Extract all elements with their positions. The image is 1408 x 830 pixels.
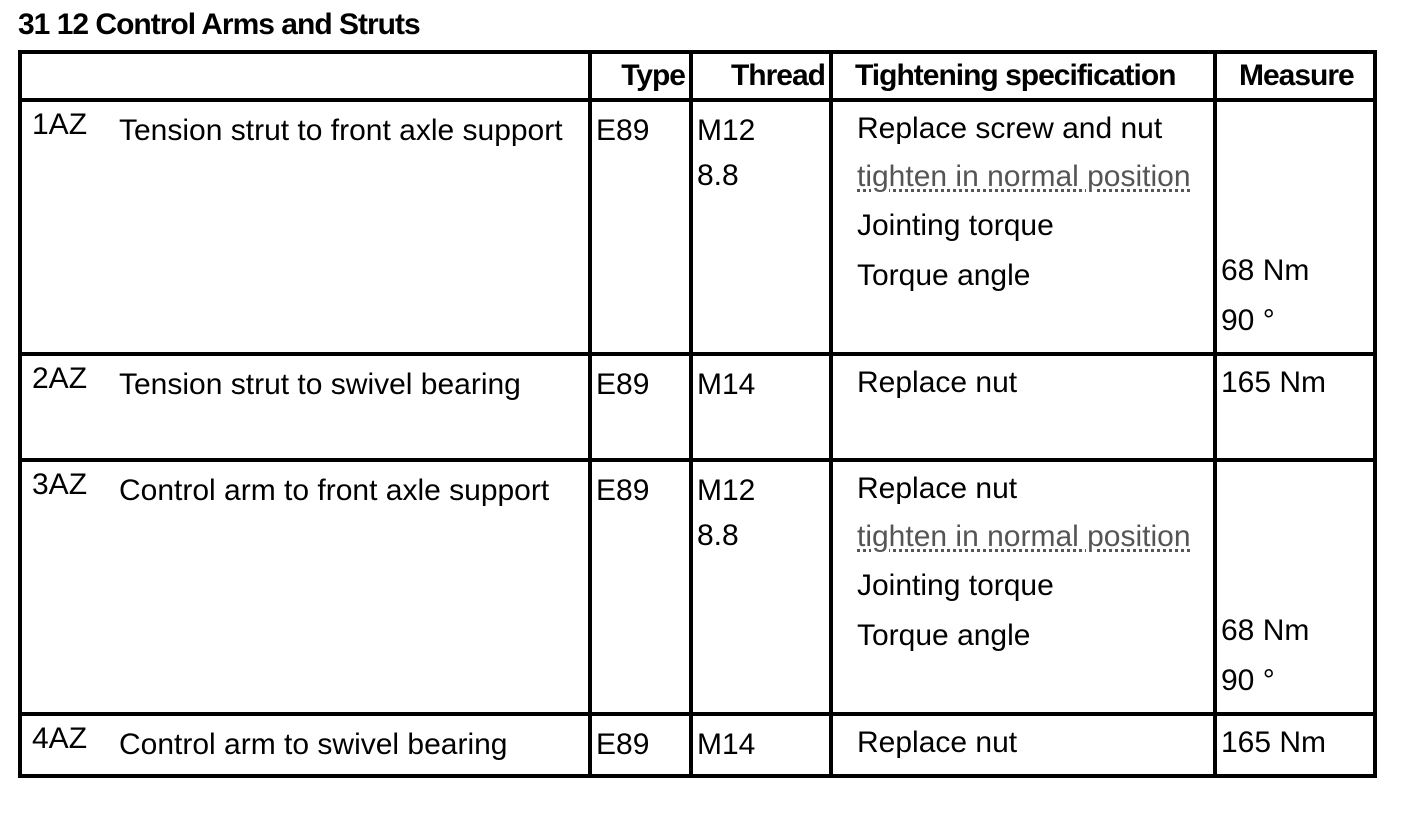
type-value: E89 bbox=[596, 474, 650, 507]
tighten-normal-position-link[interactable]: tighten in normal position bbox=[857, 520, 1191, 553]
item-id: 4AZ bbox=[32, 722, 88, 755]
tightening-spec-table bbox=[18, 50, 1377, 778]
type-value: E89 bbox=[596, 728, 650, 761]
type-value: E89 bbox=[596, 368, 650, 401]
thread-value: M12 bbox=[697, 474, 756, 507]
header-item bbox=[20, 52, 590, 100]
item-id: 3AZ bbox=[32, 468, 88, 501]
jointing-torque-label: Jointing torque bbox=[857, 209, 1054, 242]
type-value: E89 bbox=[596, 114, 650, 147]
torque-angle-value: 90 ° bbox=[1221, 304, 1275, 337]
tighten-normal-position-link[interactable]: tighten in normal position bbox=[857, 160, 1191, 193]
item-id: 1AZ bbox=[32, 108, 88, 141]
spec-instruction: Replace nut bbox=[857, 472, 1018, 505]
measure-value: 165 Nm bbox=[1221, 366, 1327, 399]
table-row bbox=[20, 100, 1375, 354]
jointing-torque-value: 68 Nm bbox=[1221, 254, 1310, 287]
thread-value: M12 bbox=[697, 114, 756, 147]
table-row bbox=[20, 354, 1375, 460]
header-thread: Thread bbox=[691, 52, 831, 100]
spec-instruction: Replace nut bbox=[857, 366, 1018, 399]
header-type: Type bbox=[590, 52, 691, 100]
table-row bbox=[20, 714, 1375, 776]
torque-angle-label: Torque angle bbox=[857, 619, 1031, 652]
thread-value: M14 bbox=[697, 368, 756, 401]
measure-value: 165 Nm bbox=[1221, 726, 1327, 759]
jointing-torque-value: 68 Nm bbox=[1221, 614, 1310, 647]
spec-instruction: Replace nut bbox=[857, 726, 1018, 759]
table-row bbox=[20, 460, 1375, 714]
item-description: Control arm to swivel bearing bbox=[119, 728, 508, 761]
thread-grade: 8.8 bbox=[697, 519, 739, 552]
thread-value: M14 bbox=[697, 728, 756, 761]
jointing-torque-label: Jointing torque bbox=[857, 569, 1054, 602]
spec-instruction: Replace screw and nut bbox=[857, 112, 1163, 145]
header-measure: Measure bbox=[1215, 52, 1375, 100]
item-id: 2AZ bbox=[32, 362, 88, 395]
item-description: Tension strut to swivel bearing bbox=[119, 368, 521, 401]
torque-angle-value: 90 ° bbox=[1221, 664, 1275, 697]
torque-angle-label: Torque angle bbox=[857, 259, 1031, 292]
thread-grade: 8.8 bbox=[697, 159, 739, 192]
page-title: 31 12 Control Arms and Struts bbox=[18, 8, 420, 41]
table-header-row bbox=[20, 52, 1375, 100]
header-tightening-specification: Tightening specification bbox=[831, 52, 1215, 100]
item-description: Control arm to front axle support bbox=[119, 474, 550, 507]
item-description: Tension strut to front axle support bbox=[119, 114, 563, 147]
